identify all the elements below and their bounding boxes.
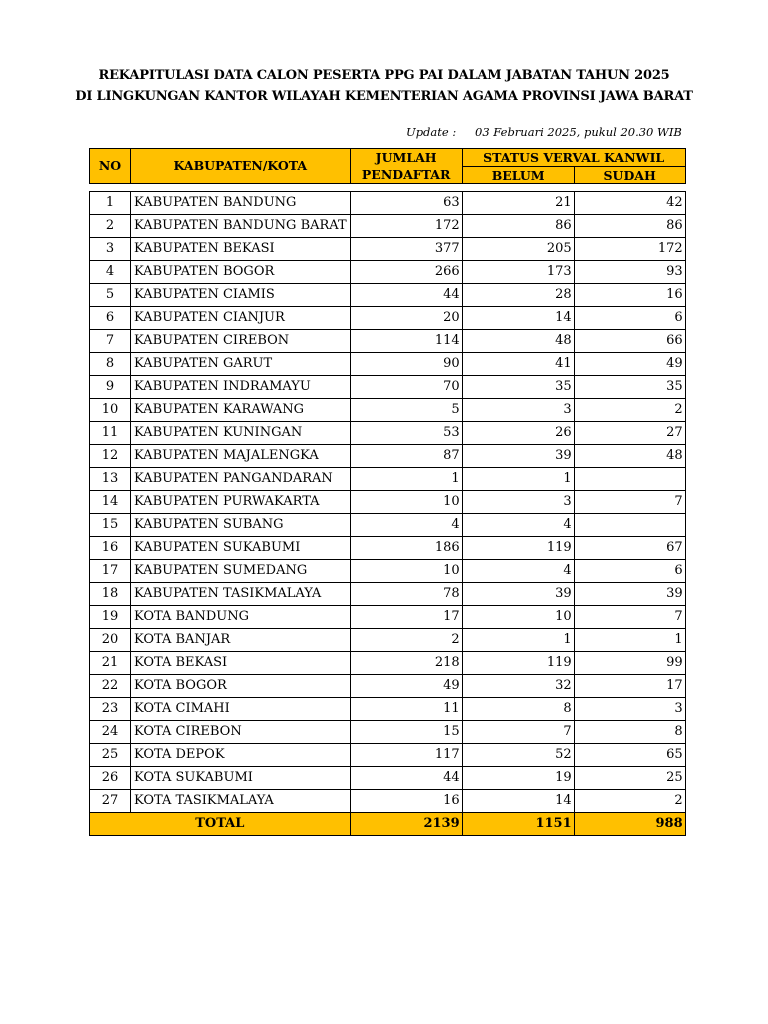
table-row bbox=[90, 284, 686, 307]
row-belum: 119 bbox=[462, 537, 574, 560]
row-jumlah-pendaftar: 4 bbox=[350, 514, 462, 537]
row-region-name: KABUPATEN SUMEDANG bbox=[131, 560, 351, 583]
row-sudah: 49 bbox=[574, 353, 685, 376]
row-belum: 14 bbox=[462, 307, 574, 330]
row-region-name: KOTA BANJAR bbox=[131, 629, 351, 652]
row-sudah: 67 bbox=[574, 537, 685, 560]
row-belum: 1 bbox=[462, 629, 574, 652]
row-no: 19 bbox=[90, 606, 131, 629]
row-region-name: KABUPATEN SUBANG bbox=[131, 514, 351, 537]
row-jumlah-pendaftar: 16 bbox=[350, 790, 462, 813]
row-region-name: KOTA CIREBON bbox=[131, 721, 351, 744]
row-region-name: KABUPATEN KARAWANG bbox=[131, 399, 351, 422]
row-no: 6 bbox=[90, 307, 131, 330]
row-no: 23 bbox=[90, 698, 131, 721]
row-jumlah-pendaftar: 49 bbox=[350, 675, 462, 698]
row-belum: 4 bbox=[462, 514, 574, 537]
row-belum: 7 bbox=[462, 721, 574, 744]
row-region-name: KABUPATEN KUNINGAN bbox=[131, 422, 351, 445]
table-row bbox=[90, 790, 686, 813]
row-no: 15 bbox=[90, 514, 131, 537]
row-region-name: KABUPATEN BANDUNG BARAT bbox=[131, 215, 351, 238]
row-jumlah-pendaftar: 2 bbox=[350, 629, 462, 652]
row-no: 12 bbox=[90, 445, 131, 468]
row-sudah: 2 bbox=[574, 399, 685, 422]
total-label: TOTAL bbox=[90, 813, 351, 836]
table-row bbox=[90, 353, 686, 376]
table-row bbox=[90, 629, 686, 652]
row-jumlah-pendaftar: 44 bbox=[350, 284, 462, 307]
row-jumlah-pendaftar: 44 bbox=[350, 767, 462, 790]
row-jumlah-pendaftar: 78 bbox=[350, 583, 462, 606]
row-belum: 39 bbox=[462, 445, 574, 468]
row-sudah: 93 bbox=[574, 261, 685, 284]
col-header-status-verval: STATUS VERVAL KANWIL bbox=[462, 149, 685, 167]
row-no: 10 bbox=[90, 399, 131, 422]
row-belum: 119 bbox=[462, 652, 574, 675]
update-timestamp: 03 Februari 2025, pukul 20.30 WIB bbox=[475, 125, 682, 139]
row-no: 14 bbox=[90, 491, 131, 514]
recap-table bbox=[89, 148, 686, 836]
row-no: 13 bbox=[90, 468, 131, 491]
table-row bbox=[90, 744, 686, 767]
row-region-name: KABUPATEN PANGANDARAN bbox=[131, 468, 351, 491]
row-sudah: 35 bbox=[574, 376, 685, 399]
row-jumlah-pendaftar: 70 bbox=[350, 376, 462, 399]
row-jumlah-pendaftar: 377 bbox=[350, 238, 462, 261]
row-region-name: KABUPATEN SUKABUMI bbox=[131, 537, 351, 560]
table-row bbox=[90, 491, 686, 514]
row-belum: 86 bbox=[462, 215, 574, 238]
row-jumlah-pendaftar: 63 bbox=[350, 192, 462, 215]
row-jumlah-pendaftar: 87 bbox=[350, 445, 462, 468]
row-sudah: 6 bbox=[574, 307, 685, 330]
row-belum: 26 bbox=[462, 422, 574, 445]
row-belum: 32 bbox=[462, 675, 574, 698]
row-belum: 205 bbox=[462, 238, 574, 261]
table-row bbox=[90, 560, 686, 583]
row-jumlah-pendaftar: 10 bbox=[350, 491, 462, 514]
table-row bbox=[90, 675, 686, 698]
row-sudah: 6 bbox=[574, 560, 685, 583]
row-region-name: KABUPATEN CIREBON bbox=[131, 330, 351, 353]
row-belum: 52 bbox=[462, 744, 574, 767]
table-row bbox=[90, 537, 686, 560]
row-no: 16 bbox=[90, 537, 131, 560]
row-jumlah-pendaftar: 114 bbox=[350, 330, 462, 353]
row-belum: 3 bbox=[462, 491, 574, 514]
total-sudah: 988 bbox=[574, 813, 685, 836]
table-row bbox=[90, 422, 686, 445]
row-sudah: 48 bbox=[574, 445, 685, 468]
table-row bbox=[90, 192, 686, 215]
row-sudah: 172 bbox=[574, 238, 685, 261]
row-no: 26 bbox=[90, 767, 131, 790]
row-sudah bbox=[574, 468, 685, 491]
row-region-name: KOTA TASIKMALAYA bbox=[131, 790, 351, 813]
row-no: 5 bbox=[90, 284, 131, 307]
row-belum: 14 bbox=[462, 790, 574, 813]
total-row bbox=[90, 813, 686, 836]
row-region-name: KABUPATEN INDRAMAYU bbox=[131, 376, 351, 399]
row-region-name: KABUPATEN GARUT bbox=[131, 353, 351, 376]
row-region-name: KABUPATEN TASIKMALAYA bbox=[131, 583, 351, 606]
row-region-name: KABUPATEN MAJALENGKA bbox=[131, 445, 351, 468]
table-row bbox=[90, 215, 686, 238]
row-sudah: 65 bbox=[574, 744, 685, 767]
row-sudah: 7 bbox=[574, 606, 685, 629]
row-sudah: 3 bbox=[574, 698, 685, 721]
row-jumlah-pendaftar: 266 bbox=[350, 261, 462, 284]
table-row bbox=[90, 606, 686, 629]
row-belum: 48 bbox=[462, 330, 574, 353]
row-sudah: 39 bbox=[574, 583, 685, 606]
col-header-sudah: SUDAH bbox=[574, 167, 685, 184]
row-belum: 3 bbox=[462, 399, 574, 422]
row-region-name: KABUPATEN CIAMIS bbox=[131, 284, 351, 307]
row-region-name: KOTA SUKABUMI bbox=[131, 767, 351, 790]
row-sudah: 16 bbox=[574, 284, 685, 307]
row-jumlah-pendaftar: 20 bbox=[350, 307, 462, 330]
table-row bbox=[90, 698, 686, 721]
table-row bbox=[90, 261, 686, 284]
table-row bbox=[90, 399, 686, 422]
row-region-name: KOTA CIMAHI bbox=[131, 698, 351, 721]
row-no: 21 bbox=[90, 652, 131, 675]
row-belum: 28 bbox=[462, 284, 574, 307]
row-region-name: KOTA DEPOK bbox=[131, 744, 351, 767]
document-title-line-1: REKAPITULASI DATA CALON PESERTA PPG PAI DALAM JABATAN TAHUN 2025 bbox=[98, 68, 670, 83]
row-jumlah-pendaftar: 17 bbox=[350, 606, 462, 629]
row-no: 3 bbox=[90, 238, 131, 261]
row-no: 7 bbox=[90, 330, 131, 353]
row-jumlah-pendaftar: 53 bbox=[350, 422, 462, 445]
table-row bbox=[90, 583, 686, 606]
row-sudah: 25 bbox=[574, 767, 685, 790]
row-no: 22 bbox=[90, 675, 131, 698]
row-region-name: KABUPATEN BANDUNG bbox=[131, 192, 351, 215]
table-row bbox=[90, 238, 686, 261]
row-sudah: 1 bbox=[574, 629, 685, 652]
row-no: 25 bbox=[90, 744, 131, 767]
row-sudah bbox=[574, 514, 685, 537]
col-header-jumlah-line2: PENDAFTAR bbox=[361, 167, 451, 182]
row-belum: 1 bbox=[462, 468, 574, 491]
row-region-name: KABUPATEN CIANJUR bbox=[131, 307, 351, 330]
row-no: 18 bbox=[90, 583, 131, 606]
row-sudah: 27 bbox=[574, 422, 685, 445]
row-belum: 35 bbox=[462, 376, 574, 399]
total-belum: 1151 bbox=[462, 813, 574, 836]
row-jumlah-pendaftar: 117 bbox=[350, 744, 462, 767]
row-sudah: 42 bbox=[574, 192, 685, 215]
row-region-name: KOTA BOGOR bbox=[131, 675, 351, 698]
row-sudah: 86 bbox=[574, 215, 685, 238]
col-header-jumlah-line1: JUMLAH bbox=[375, 150, 437, 165]
row-no: 2 bbox=[90, 215, 131, 238]
table-row bbox=[90, 721, 686, 744]
row-belum: 39 bbox=[462, 583, 574, 606]
total-jumlah: 2139 bbox=[350, 813, 462, 836]
row-belum: 4 bbox=[462, 560, 574, 583]
table-row bbox=[90, 652, 686, 675]
row-no: 11 bbox=[90, 422, 131, 445]
col-header-belum: BELUM bbox=[462, 167, 574, 184]
row-jumlah-pendaftar: 5 bbox=[350, 399, 462, 422]
col-header-no: NO bbox=[90, 149, 131, 184]
table-row bbox=[90, 376, 686, 399]
row-region-name: KABUPATEN BEKASI bbox=[131, 238, 351, 261]
table-row bbox=[90, 307, 686, 330]
row-no: 27 bbox=[90, 790, 131, 813]
row-sudah: 2 bbox=[574, 790, 685, 813]
row-sudah: 99 bbox=[574, 652, 685, 675]
row-jumlah-pendaftar: 90 bbox=[350, 353, 462, 376]
row-no: 4 bbox=[90, 261, 131, 284]
row-sudah: 17 bbox=[574, 675, 685, 698]
table-row bbox=[90, 330, 686, 353]
row-jumlah-pendaftar: 10 bbox=[350, 560, 462, 583]
row-jumlah-pendaftar: 15 bbox=[350, 721, 462, 744]
row-no: 20 bbox=[90, 629, 131, 652]
row-jumlah-pendaftar: 1 bbox=[350, 468, 462, 491]
row-belum: 8 bbox=[462, 698, 574, 721]
row-jumlah-pendaftar: 218 bbox=[350, 652, 462, 675]
row-region-name: KOTA BEKASI bbox=[131, 652, 351, 675]
row-region-name: KABUPATEN PURWAKARTA bbox=[131, 491, 351, 514]
document-title-line-2: DI LINGKUNGAN KANTOR WILAYAH KEMENTERIAN AGAMA PROVINSI JAWA BARAT bbox=[75, 89, 693, 104]
row-no: 1 bbox=[90, 192, 131, 215]
table-row bbox=[90, 514, 686, 537]
row-belum: 41 bbox=[462, 353, 574, 376]
table-header bbox=[90, 149, 686, 184]
table-body bbox=[90, 184, 686, 813]
row-sudah: 7 bbox=[574, 491, 685, 514]
row-sudah: 8 bbox=[574, 721, 685, 744]
row-no: 8 bbox=[90, 353, 131, 376]
update-label: Update : bbox=[406, 125, 457, 139]
row-jumlah-pendaftar: 172 bbox=[350, 215, 462, 238]
col-header-region: KABUPATEN/KOTA bbox=[131, 149, 351, 184]
header-spacer bbox=[90, 184, 686, 192]
row-jumlah-pendaftar: 186 bbox=[350, 537, 462, 560]
row-region-name: KABUPATEN BOGOR bbox=[131, 261, 351, 284]
row-no: 17 bbox=[90, 560, 131, 583]
table-row bbox=[90, 445, 686, 468]
col-header-jumlah-pendaftar bbox=[350, 149, 462, 184]
row-sudah: 66 bbox=[574, 330, 685, 353]
row-belum: 10 bbox=[462, 606, 574, 629]
table-row bbox=[90, 468, 686, 491]
row-belum: 21 bbox=[462, 192, 574, 215]
row-belum: 173 bbox=[462, 261, 574, 284]
row-no: 24 bbox=[90, 721, 131, 744]
row-no: 9 bbox=[90, 376, 131, 399]
row-belum: 19 bbox=[462, 767, 574, 790]
row-jumlah-pendaftar: 11 bbox=[350, 698, 462, 721]
row-region-name: KOTA BANDUNG bbox=[131, 606, 351, 629]
table-row bbox=[90, 767, 686, 790]
